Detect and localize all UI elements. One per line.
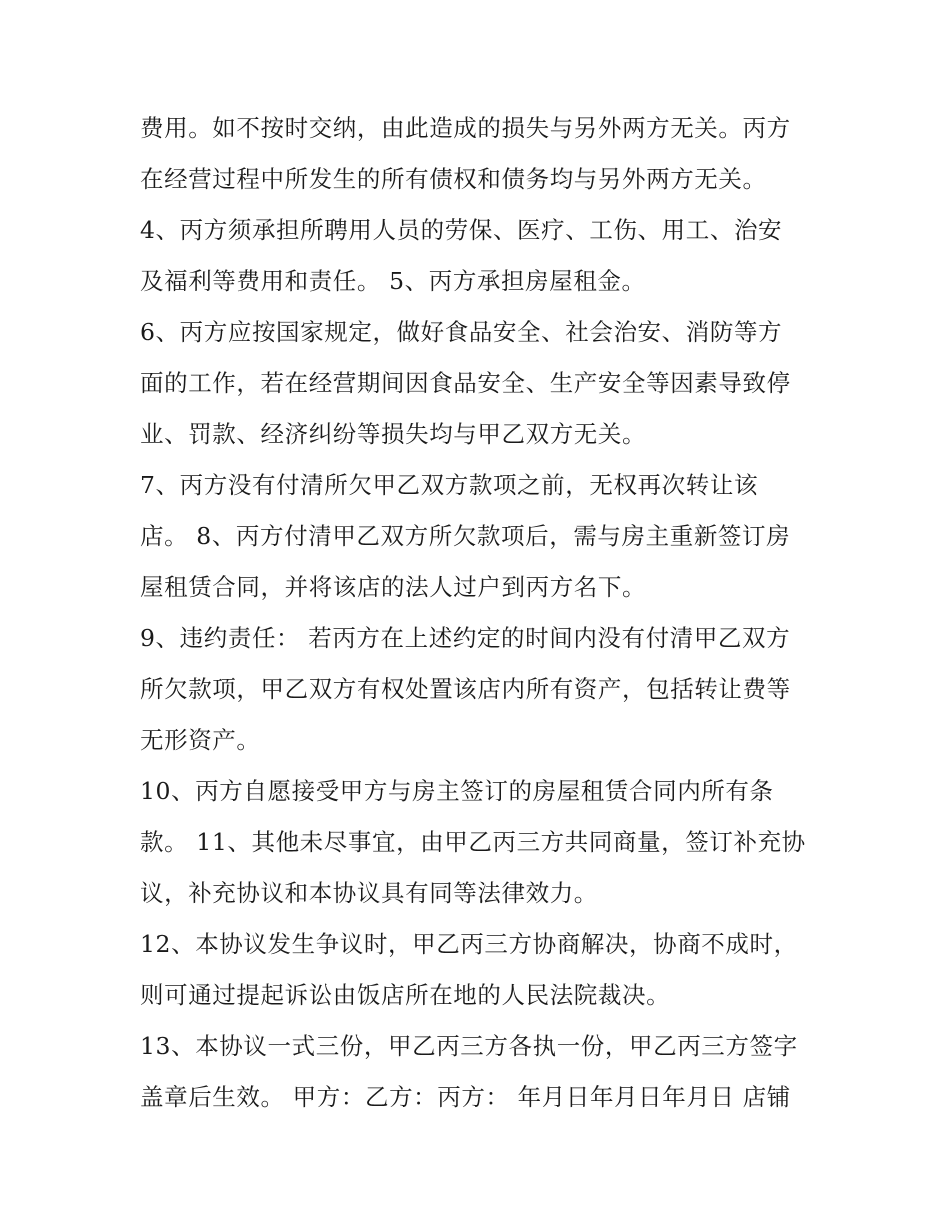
agreement-text <box>140 103 820 1123</box>
text-line: 屋租赁合同，并将该店的法人过户到丙方名下。 <box>140 573 647 601</box>
text-line: 10、丙方自愿接受甲方与房主签订的房屋租赁合同内所有条 <box>140 777 774 805</box>
text-line: 在经营过程中所发生的所有债权和债务均与另外两方无关。 <box>140 165 767 193</box>
text-line: 6、丙方应按国家规定，做好食品安全、社会治安、消防等方 <box>140 318 783 346</box>
text-line: 费用。如不按时交纳，由此造成的损失与另外两方无关。丙方 <box>140 114 791 142</box>
text-line: 13、本协议一式三份，甲乙丙三方各执一份，甲乙丙三方签字 <box>140 1032 798 1060</box>
text-line: 业、罚款、经济纠纷等损失均与甲乙双方无关。 <box>140 420 647 448</box>
text-line: 款。 11、其他未尽事宜，由甲乙丙三方共同商量，签订补充协 <box>140 828 806 856</box>
text-line: 盖章后生效。 甲方：乙方：丙方： 年月日年月日年月日 店铺 <box>140 1083 791 1111</box>
text-line: 无形资产。 <box>140 726 261 754</box>
text-line: 及福利等费用和责任。 5、丙方承担房屋租金。 <box>140 267 646 295</box>
text-line: 面的工作，若在经营期间因食品安全、生产安全等因素导致停 <box>140 369 791 397</box>
text-line: 12、本协议发生争议时，甲乙丙三方协商解决，协商不成时， <box>140 930 798 958</box>
text-line: 则可通过提起诉讼由饭店所在地的人民法院裁决。 <box>140 981 671 1009</box>
text-line: 所欠款项，甲乙双方有权处置该店内所有资产，包括转让费等 <box>140 675 791 703</box>
text-line: 4、丙方须承担所聘用人员的劳保、医疗、工伤、用工、治安 <box>140 216 783 244</box>
text-line: 议，补充协议和本协议具有同等法律效力。 <box>140 879 598 907</box>
text-line: 9、违约责任： 若丙方在上述约定的时间内没有付清甲乙双方 <box>140 624 791 652</box>
text-line: 店。 8、丙方付清甲乙双方所欠款项后，需与房主重新签订房 <box>140 522 791 550</box>
text-line: 7、丙方没有付清所欠甲乙双方款项之前，无权再次转让该 <box>140 471 759 499</box>
